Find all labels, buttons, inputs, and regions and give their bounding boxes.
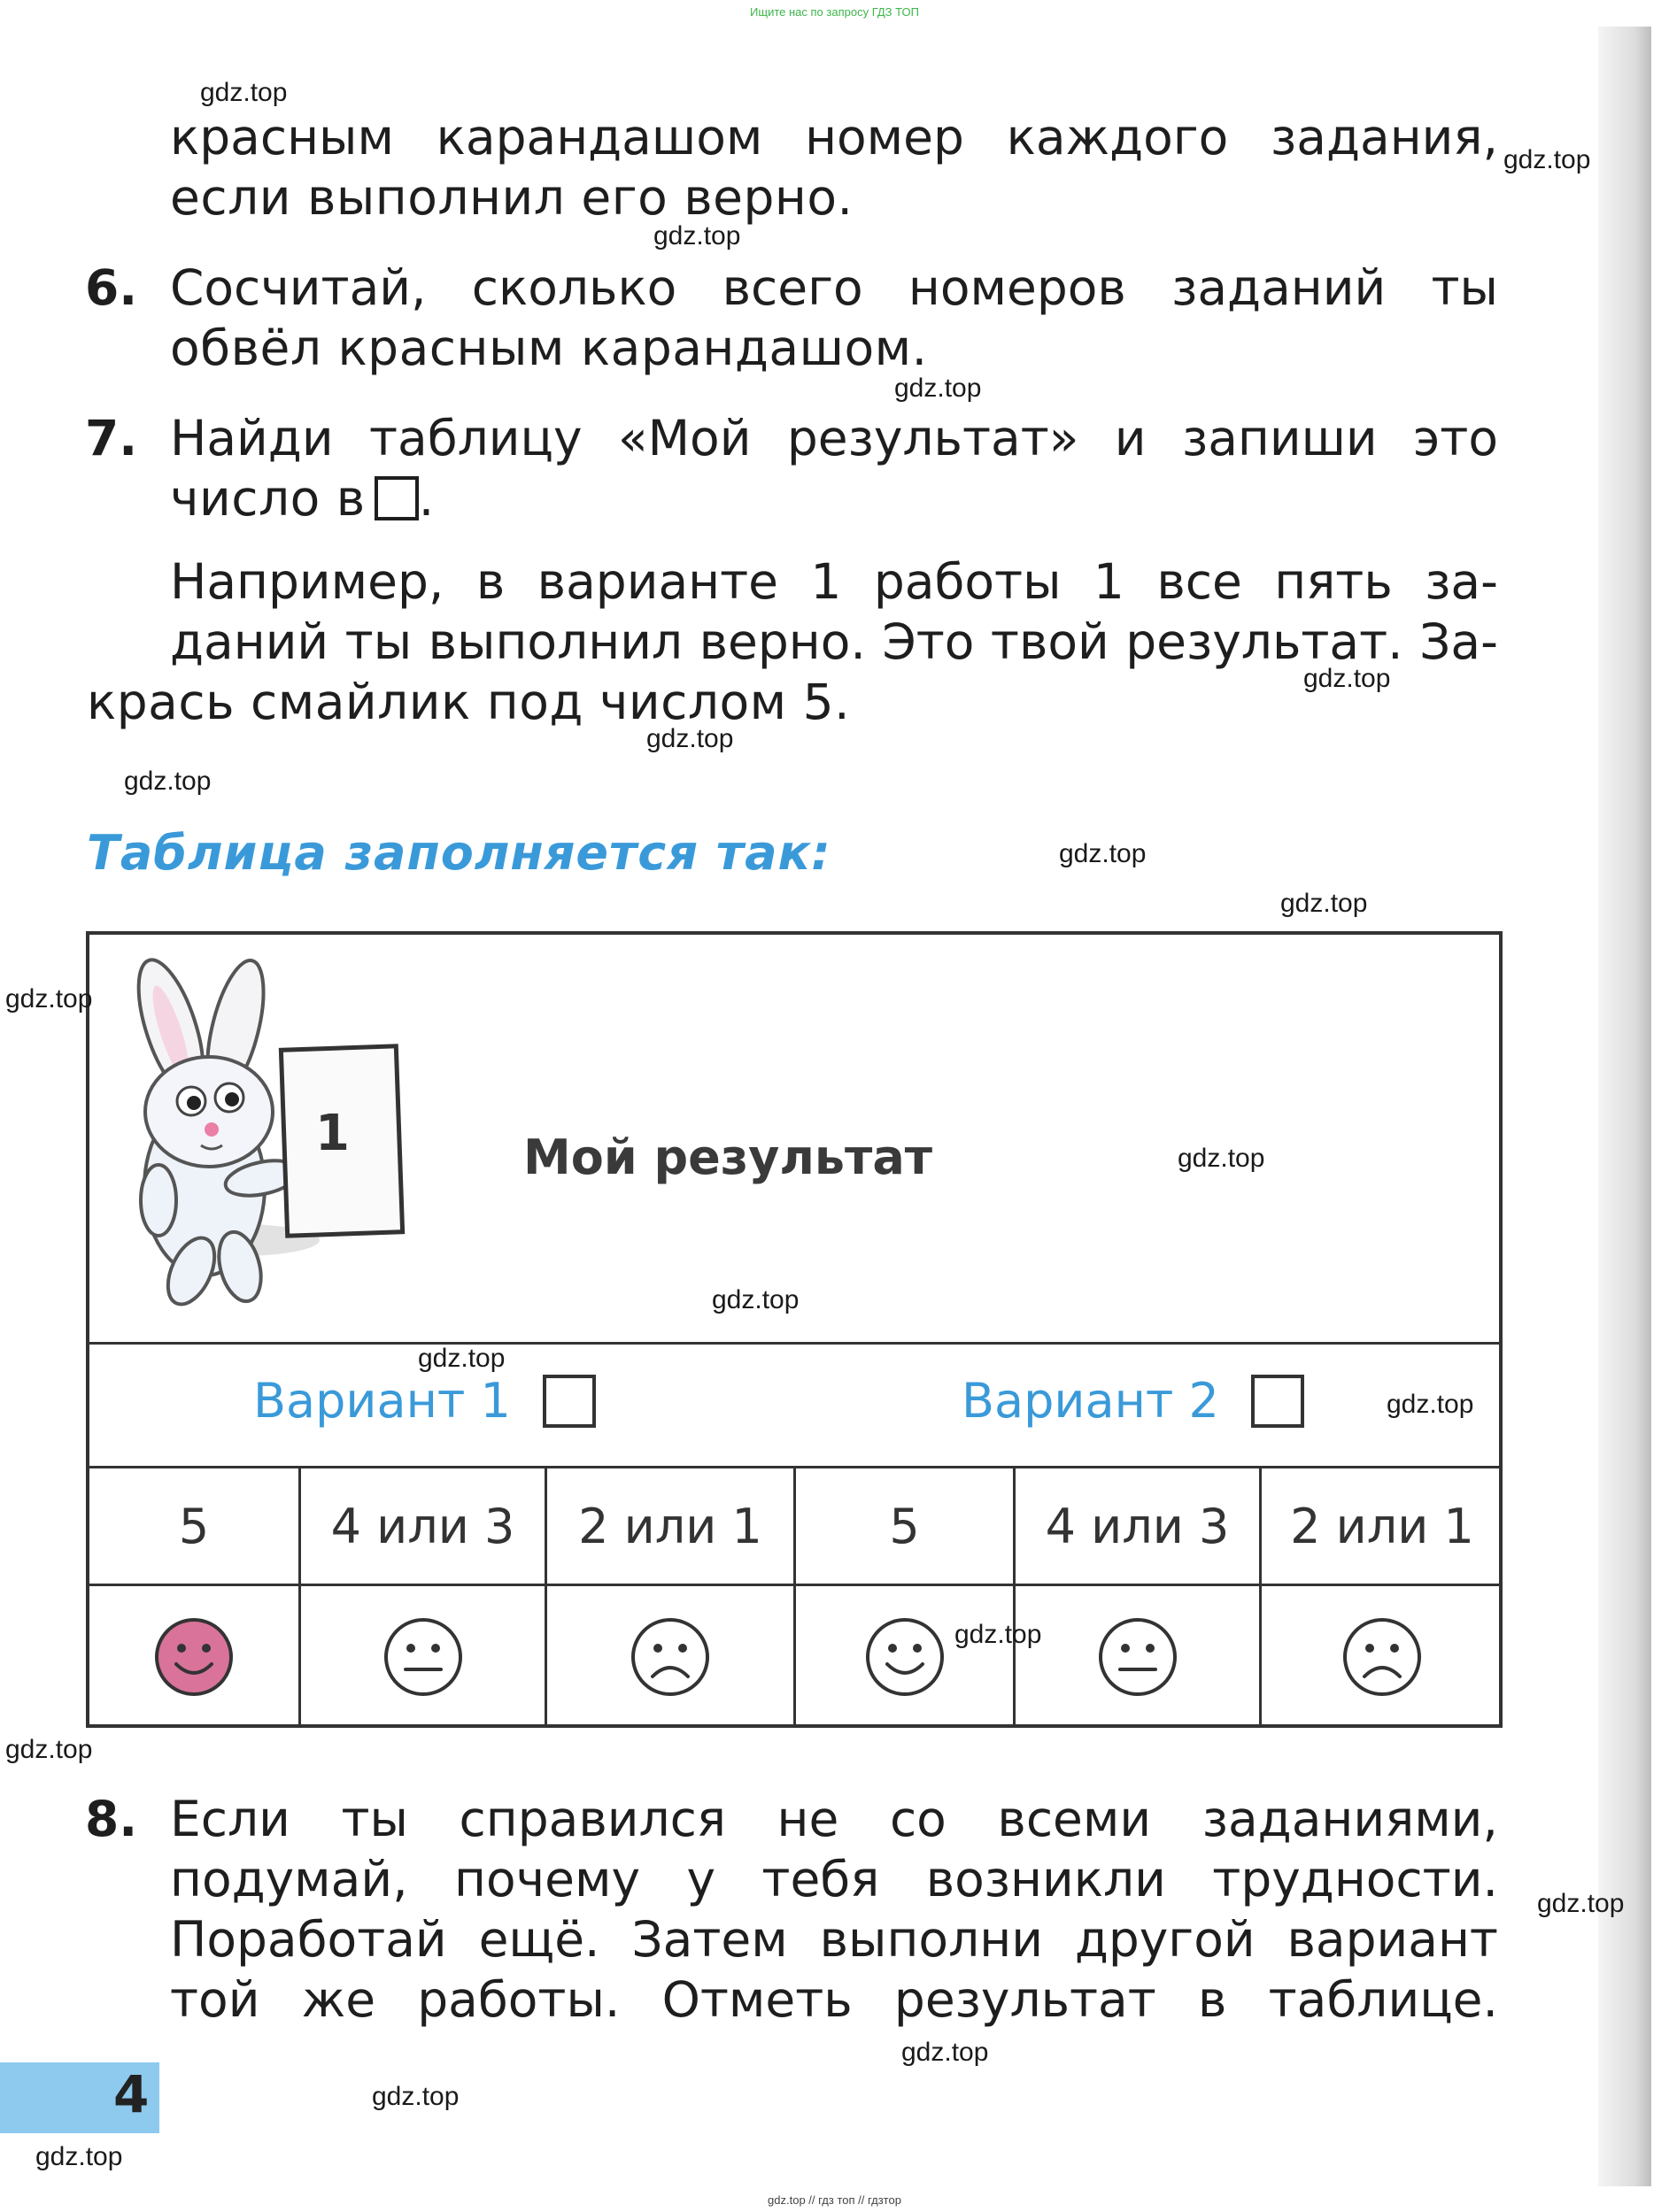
word: Это (882, 613, 975, 670)
smiley-cell[interactable] (796, 1586, 1013, 1728)
word: это (1413, 410, 1498, 466)
word: красным (170, 109, 394, 166)
word: варианте (537, 553, 778, 610)
sad-face-icon (628, 1615, 713, 1699)
word: запиши (1181, 410, 1378, 466)
word: всеми (997, 1791, 1152, 1847)
word: заданий (1171, 259, 1387, 316)
intro-line-2: если выполнил его верно. (170, 169, 854, 226)
item7-line-2 (170, 469, 435, 528)
word: твой (990, 613, 1109, 670)
neutral-face-icon (1095, 1615, 1180, 1699)
word: каждого (1006, 109, 1229, 166)
word: Затем (631, 1911, 788, 1968)
watermark: gdz.top (1303, 664, 1391, 693)
variant-1-box[interactable] (543, 1375, 596, 1428)
sad-face-icon (1340, 1615, 1425, 1699)
variant-1 (253, 1373, 596, 1429)
word: «Мой (617, 410, 752, 466)
item6-line-2: обвёл красным карандашом. (170, 320, 928, 376)
watermark: gdz.top (646, 724, 734, 753)
word: не (777, 1791, 839, 1847)
example-line-2 (170, 613, 1498, 671)
happy-face-filled-icon (151, 1615, 236, 1699)
word: в (1198, 1971, 1227, 2028)
word: вариант (1287, 1911, 1498, 1968)
word: ты (1431, 259, 1498, 316)
word: Например, (170, 553, 444, 610)
variant-2 (962, 1373, 1304, 1429)
item7-line-1 (170, 409, 1498, 467)
word: выполнил (428, 613, 684, 670)
word: 1 (1093, 553, 1124, 610)
item-number-8: 8. (85, 1791, 138, 1847)
watermark: gdz.top (1387, 1390, 1474, 1419)
variant-2-box[interactable] (1251, 1375, 1304, 1428)
variant-1-label: Вариант 1 (253, 1373, 511, 1429)
page-number: 4 (113, 2064, 150, 2124)
item-number-7: 7. (85, 410, 138, 466)
word: возникли (925, 1851, 1166, 1908)
score-cell: 4 или 3 (1045, 1498, 1230, 1554)
watermark: gdz.top (35, 2142, 123, 2171)
word: Найди (170, 410, 334, 466)
watermark: gdz.top (1178, 1144, 1265, 1173)
word: справился (459, 1791, 726, 1847)
card-number: 1 (315, 1105, 350, 1162)
word: всего (722, 259, 863, 316)
example-line-1 (170, 552, 1498, 611)
word: номеров (908, 259, 1126, 316)
word: таблице. (1268, 1971, 1498, 2028)
smiley-cell[interactable] (1016, 1586, 1259, 1728)
word: Сосчитай, (170, 259, 427, 316)
word: выполни (819, 1911, 1043, 1968)
word: сколько (471, 259, 677, 316)
item8-line-4 (170, 1970, 1498, 2029)
word: другой (1074, 1911, 1256, 1968)
word: За- (1419, 613, 1498, 670)
watermark: gdz.top (5, 984, 93, 1014)
score-cell: 5 (889, 1498, 920, 1554)
watermark: gdz.top (1537, 1889, 1625, 1918)
answer-box[interactable] (375, 476, 419, 520)
word: со (889, 1791, 947, 1847)
item8-line-2 (170, 1850, 1498, 1908)
watermark: gdz.top (200, 78, 288, 107)
happy-face-icon (862, 1615, 947, 1699)
word: верно. (699, 613, 866, 670)
word: той (170, 1971, 260, 2028)
variant-2-label: Вариант 2 (962, 1373, 1219, 1429)
score-cell: 5 (178, 1498, 210, 1554)
word: Поработай (170, 1911, 447, 1968)
word: номер (805, 109, 964, 166)
watermark: gdz.top (1503, 145, 1591, 174)
text: число в (170, 470, 366, 527)
word: ты (341, 1791, 408, 1847)
word: тебя (761, 1851, 880, 1908)
bottom-banner: gdz.top // гдз топ // гдзтор (768, 2193, 901, 2207)
smiley-cell[interactable] (89, 1586, 298, 1728)
word: подумай, (170, 1851, 408, 1908)
result-table (86, 931, 1503, 1728)
word: почему (454, 1851, 641, 1908)
watermark: gdz.top (124, 767, 212, 796)
word: результат (893, 1971, 1156, 2028)
score-cell: 2 или 1 (578, 1498, 762, 1554)
word: даний (170, 613, 329, 670)
text: . (418, 470, 435, 527)
word: результат. (1125, 613, 1403, 670)
watermark: gdz.top (712, 1285, 800, 1314)
smiley-cell[interactable] (301, 1586, 545, 1728)
word: заданиями, (1202, 1791, 1498, 1847)
word: работы (873, 553, 1062, 610)
score-cell: 4 или 3 (330, 1498, 515, 1554)
watermark: gdz.top (954, 1620, 1042, 1649)
watermark: gdz.top (372, 2082, 460, 2111)
word: трудности. (1212, 1851, 1498, 1908)
score-cell: 2 или 1 (1290, 1498, 1474, 1554)
word: 1 (810, 553, 842, 610)
watermark: gdz.top (1280, 889, 1368, 918)
watermark: gdz.top (418, 1344, 506, 1373)
word: работы. (417, 1971, 621, 2028)
watermark: gdz.top (901, 2038, 989, 2067)
word: и (1114, 410, 1147, 466)
table-divider (89, 1342, 1499, 1345)
word: результат» (786, 410, 1079, 466)
table-heading: Таблица заполняется так: (87, 825, 831, 881)
top-banner: Ищите нас по запросу ГДЗ ТОП (750, 5, 919, 19)
page-edge-shadow (1598, 27, 1651, 2186)
item-number-6: 6. (85, 259, 138, 316)
watermark: gdz.top (5, 1735, 93, 1764)
word: Отметь (661, 1971, 853, 2028)
smiley-cell[interactable] (1262, 1586, 1503, 1728)
watermark: gdz.top (894, 374, 982, 403)
word: ещё. (478, 1911, 600, 1968)
word: задания, (1271, 109, 1498, 166)
neutral-face-icon (381, 1615, 466, 1699)
intro-line-1 (170, 108, 1498, 166)
word: за- (1425, 553, 1498, 610)
item8-line-3 (170, 1910, 1498, 1969)
word: у (686, 1851, 715, 1908)
word: ты (344, 613, 413, 670)
word: в (475, 553, 506, 610)
bunny-illustration (107, 952, 479, 1333)
result-title: Мой результат (523, 1129, 933, 1185)
word: пять (1274, 553, 1393, 610)
watermark: gdz.top (1059, 839, 1147, 868)
item8-line-1 (170, 1790, 1498, 1848)
word: Если (170, 1791, 290, 1847)
word: же (301, 1971, 376, 2028)
word: все (1156, 553, 1242, 610)
item6-line-1 (170, 258, 1498, 317)
watermark: gdz.top (653, 221, 741, 250)
example-line-3: крась смайлик под числом 5. (87, 674, 851, 730)
word: карандашом (436, 109, 763, 166)
word: таблицу (368, 410, 583, 466)
smiley-cell[interactable] (547, 1586, 793, 1728)
